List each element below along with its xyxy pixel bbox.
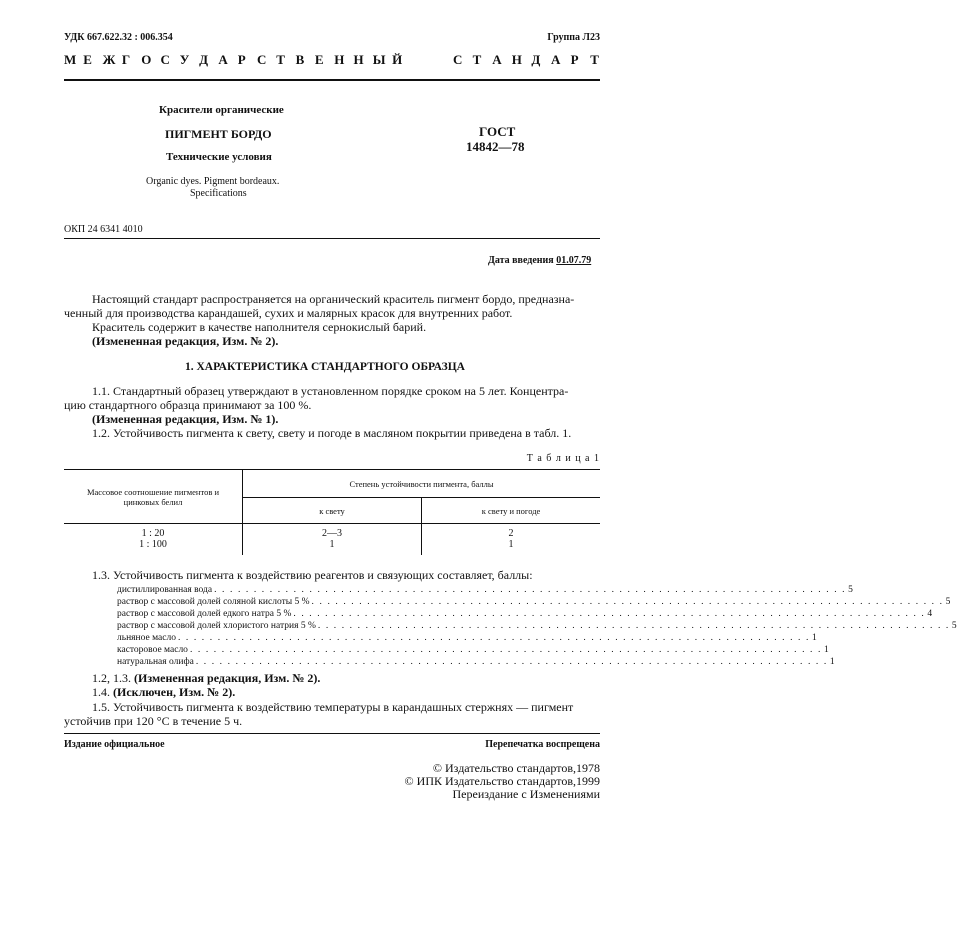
note-text: (Измененная редакция, Изм. № 2). [134,671,321,685]
table-cell-light: 2—3 [243,524,422,540]
p-1-5-line-1: 1.5. Устойчивость пигмента к воздействию температуры в карандашных стержнях — пигмент [92,700,574,714]
heading-letter: С [160,52,170,67]
copyright-1978: © Издательство стандартов,1978 [432,761,600,775]
intro-line-3: Краситель содержит в качестве наполнителя сернокислый барий. [92,320,427,334]
intro-paragraph [64,292,600,348]
heading-letter: Е [314,52,324,67]
list-item [117,596,951,608]
p-1-5-line-2: устойчив при 120 °С в течение 5 ч. [64,714,243,728]
footer-rule [64,733,600,734]
heading-letter: О [141,52,152,67]
reagent-label: льняное масло [117,633,176,643]
heading-letter: Е [83,52,92,67]
reagent-label: натуральная олифа [117,657,194,667]
heading-letter: Д [531,52,541,67]
p-1-1-line-2: цию стандартного образца принимают за 100 %. [64,398,312,412]
table-1-col1-header [64,470,243,524]
gost-number: 14842—78 [466,139,525,154]
reagent-score: 1 [823,645,829,655]
interstate-standard-heading [64,52,600,72]
header-rule [64,79,600,81]
reagent-score: 1 [811,633,817,643]
heading-letter: Н [334,52,345,67]
okp-code: ОКП 24 6341 4010 [64,224,143,235]
heading-letter: М [64,52,77,67]
table-cell-light: 1 [243,539,422,555]
heading-letter: С [257,52,267,67]
reagent-list [117,584,957,668]
p-1-3-intro [64,568,600,582]
leader-dots: . . . . . . . . . . . . . . . . . . . . . . . . . . . . . . . . . . . . . . . . . . . . . . . . . . . . . . . . . . . . . . . . . . . . . . . . . . . . . . . . [293,609,926,619]
heading-letter: Т [472,52,482,67]
section-1-notes [64,671,600,728]
udk-code: УДК 667.622.32 : 006.354 [64,32,173,43]
reagent-label: дистиллированная вода [117,585,213,595]
table-1-subheader-light: к свету [243,498,422,524]
leader-dots: . . . . . . . . . . . . . . . . . . . . . . . . . . . . . . . . . . . . . . . . . . . . . . . . . . . . . . . . . . . . . . . . . . . . . . . . . . . . . . . . [317,621,950,631]
english-title-2: Specifications [190,188,247,199]
heading-letter: В [295,52,305,67]
heading-letter: А [218,52,228,67]
col1-header-line-1: Массовое соотношение пигментов и [86,486,220,497]
p-1-2: 1.2. Устойчивость пигмента к свету, свету и погоде в масляном покрытии приведена в табл. 1. [92,426,572,440]
p-1-1-line-1: 1.1. Стандартный образец утверждают в установленном порядке сроком на 5 лет. Концентра- [92,384,569,398]
table-cell-ratio: 1 : 100 [64,539,243,555]
official-edition: Издание официальное [64,739,165,750]
p-1-1-change-note: (Измененная редакция, Изм. № 1). [92,412,279,426]
intro-line-2: ченный для производства карандашей, сухих и малярных красок для внутренних работ. [64,306,513,320]
gost-label: ГОСТ [479,124,516,139]
heading-letter: Ж [102,52,116,67]
title-line-dyes: Красители органические [159,104,284,116]
reagent-score: 4 [927,609,933,619]
reagent-score: 5 [951,621,957,631]
heading-letter: А [551,52,561,67]
heading-letter: Й [392,52,403,67]
section-1-paragraph [64,384,600,440]
list-item [117,656,835,668]
heading-letter: Н [353,52,364,67]
heading-letter: Т [276,52,285,67]
table-1 [64,469,600,555]
reagent-score: 5 [848,585,853,595]
copyright-1999: © ИПК Издательство стандартов,1999 [404,774,600,788]
intro-line-1: Настоящий стандарт распространяется на органический краситель пигмент бордо, предназна- [92,292,575,306]
reissue-note: Переиздание с Изменениями [452,787,600,801]
heading-letter: Н [511,52,522,67]
heading-letter: А [492,52,502,67]
table-cell-weather: 2 [508,528,514,539]
reagent-label: раствор с массовой долей хлористого натрия 5 % [117,621,316,631]
okp-rule [64,238,600,239]
leader-dots: . . . . . . . . . . . . . . . . . . . . . . . . . . . . . . . . . . . . . . . . . . . . . . . . . . . . . . . . . . . . . . . . . . . . . . . . . . . . . . . . [189,645,822,655]
group-code: Группа Л23 [547,32,600,43]
table-cell-ratio: 1 : 20 [64,524,243,540]
reagent-label: раствор с массовой долей едкого натра 5 % [117,609,292,619]
list-item [117,620,957,632]
table-1-subheader-weather: к свету и погоде [422,498,601,524]
reprint-prohibited: Перепечатка воспрещена [485,739,600,750]
p-1-4 [64,685,600,699]
heading-letter: Т [590,52,599,67]
table-row [64,539,600,555]
table-row [64,524,600,540]
list-item [117,608,933,620]
english-title-1: Organic dyes. Pigment bordeaux. [146,176,280,187]
leader-dots: . . . . . . . . . . . . . . . . . . . . . . . . . . . . . . . . . . . . . . . . . . . . . . . . . . . . . . . . . . . . . . . . . . . . . . . . . . . . . . . . [177,633,810,643]
list-item [117,644,829,656]
leader-dots: . . . . . . . . . . . . . . . . . . . . . . . . . . . . . . . . . . . . . . . . . . . . . . . . . . . . . . . . . . . . . . . . . . . . . . . . . . . . . . . . [195,657,828,667]
list-item [117,632,817,644]
intro-change-note: (Измененная редакция, Изм. № 2). [92,334,279,348]
reagent-label: касторовое масло [117,645,188,655]
p-1-2-1-3-note [64,671,600,685]
intro-date [488,255,591,266]
heading-letter: Р [237,52,246,67]
p-1-4-text: (Исключен, Изм. № 2). [113,685,236,699]
reagent-label: раствор с массовой долей соляной кислоты 5 % [117,597,310,607]
title-line-spec: Технические условия [166,151,272,163]
heading-letter: Ы [372,52,386,67]
heading-letter: У [179,52,190,67]
section-1-heading: 1. ХАРАКТЕРИСТИКА СТАНДАРТНОГО ОБРАЗЦА [185,361,465,373]
leader-dots: . . . . . . . . . . . . . . . . . . . . . . . . . . . . . . . . . . . . . . . . . . . . . . . . . . . . . . . . . . . . . . . . . . . . . . . . . . . . . . . . [214,585,847,595]
intro-date-value: 01.07.79 [556,255,592,266]
heading-letter: Р [570,52,579,67]
reagent-score: 5 [945,597,951,607]
reagent-score: 1 [829,657,835,667]
col1-header-line-2: цинковых белил [123,496,183,507]
table-1-group-header: Степень устойчивости пигмента, баллы [243,470,601,498]
intro-date-label: Дата введения [488,255,554,266]
note-prefix: 1.2, 1.3. [92,671,131,685]
title-line-pigment: ПИГМЕНТ БОРДО [165,127,272,141]
table-1-caption: Т а б л и ц а 1 [526,453,600,464]
leader-dots: . . . . . . . . . . . . . . . . . . . . . . . . . . . . . . . . . . . . . . . . . . . . . . . . . . . . . . . . . . . . . . . . . . . . . . . . . . . . . . . . [311,597,944,607]
list-item [117,584,853,596]
table-cell-weather: 1 [508,539,514,550]
heading-letter: Г [121,52,131,67]
p-1-3-intro-text: 1.3. Устойчивость пигмента к воздействию реагентов и связующих составляет, баллы: [92,568,533,582]
heading-letter: С [453,52,463,67]
heading-letter: Д [199,52,209,67]
p-1-4-prefix: 1.4. [92,685,110,699]
